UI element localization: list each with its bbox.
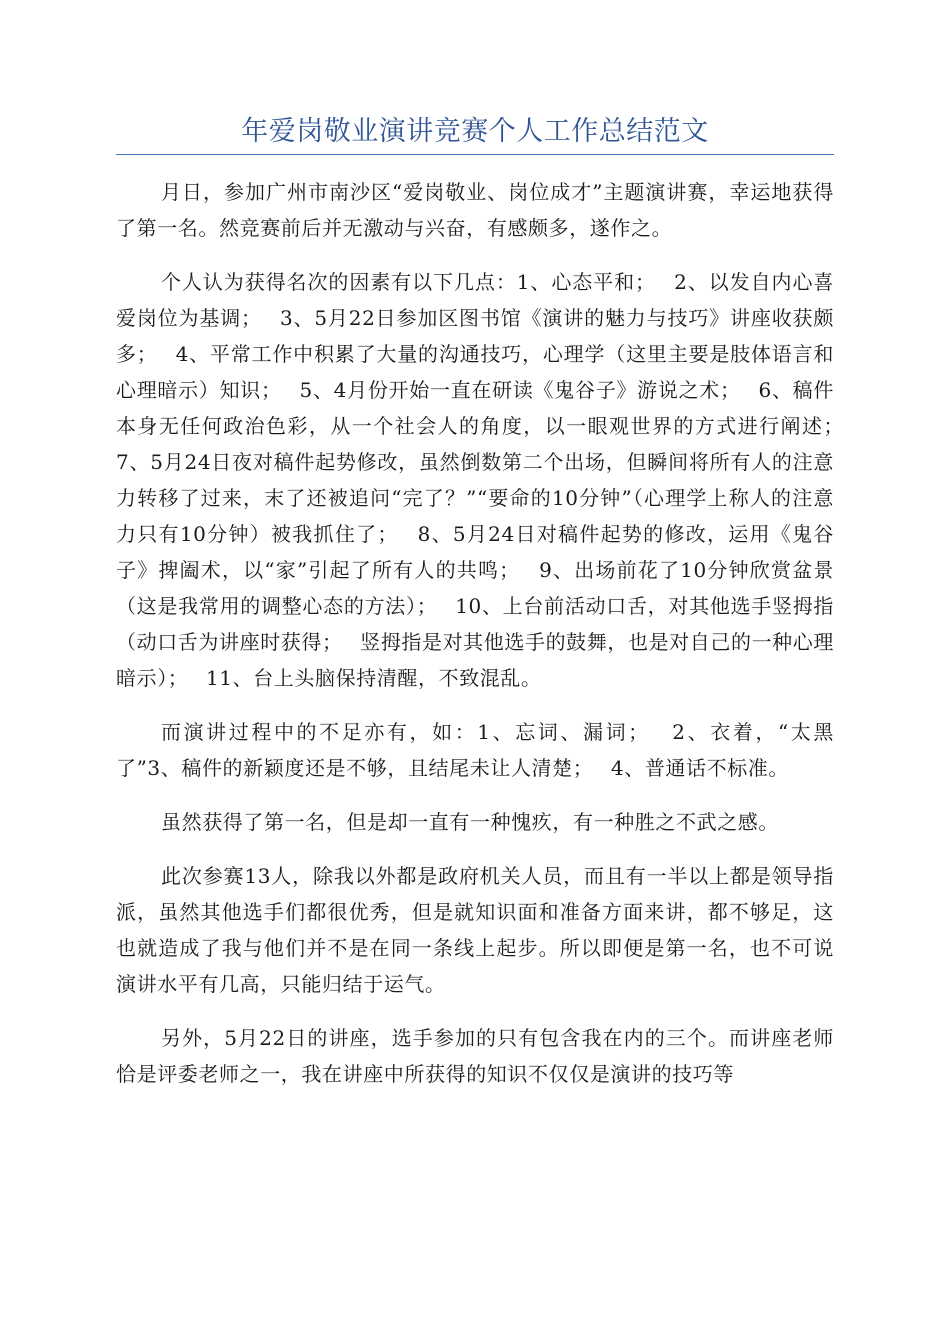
paragraph-intro: 月日，参加广州市南沙区“爱岗敬业、岗位成才”主题演讲赛，幸运地获得了第一名。然竞赛前后并无激动与兴奋，有感颇多，遂作之。 — [116, 180, 834, 240]
paragraph-lecture: 另外，5月22日的讲座，选手参加的只有包含我在内的三个。而讲座老师恰是评委老师之一，我在讲座中所获得的知识不仅仅是演讲的技巧等 — [116, 1026, 834, 1086]
paragraph-reflection: 虽然获得了第一名，但是却一直有一种愧疚，有一种胜之不武之感。 — [161, 810, 779, 834]
document-title: 年爱岗敬业演讲竞赛个人工作总结范文 — [241, 116, 709, 147]
paragraph-factors: 个人认为获得名次的因素有以下几点：1、心态平和； 2、以发自内心喜爱岗位为基调； 3、5月22日参加区图书馆《演讲的魅力与技巧》讲座收获颇多； 4、平常工作中积累了大量的沟通技巧，心理学（这里主要是肢体语言和心理暗示）知识； 5、4月份开始一直在研读《鬼谷子》游说之术； 6、稿件本身无任何政治色彩，从一个社会人的角度，以一眼观世界的方式进行阐述； 7、5月24日夜对稿件起势修改，虽然倒数第二个出场，但瞬间将所有人的注意力转移了过来，末了还被追问“完了？”“要命的10分钟”（心理学上称人的注意力只有10分钟）被我抓住了； 8、5月24日对稿件起势的修改，运用《鬼谷子》捭阖术，以“家”引起了所有人的共鸣； 9、出场前花了10分钟欣赏盆景（这是我常用的调整心态的方法）； 10、上台前活动口舌，对其他选手竖拇指（动口舌为讲座时获得； 竖拇指是对其他选手的鼓舞，也是对自己的一种心理暗示）； 11、台上头脑保持清醒，不致混乱。 — [116, 270, 862, 690]
document-body — [116, 174, 862, 1110]
paragraph-shortcomings: 而演讲过程中的不足亦有，如：1、忘词、漏词； 2、衣着，“太黑了”3、稿件的新颖度还是不够，且结尾未让人清楚； 4、普通话不标准。 — [116, 720, 834, 780]
paragraph-participants: 此次参赛13人，除我以外都是政府机关人员，而且有一半以上都是领导指派，虽然其他选手们都很优秀，但是就知识面和准备方面来讲，都不够足，这也就造成了我与他们并不是在同一条线上起步。所以即便是第一名，也不可说演讲水平有几高，只能归结于运气。 — [116, 864, 834, 996]
title-underline — [116, 154, 834, 155]
